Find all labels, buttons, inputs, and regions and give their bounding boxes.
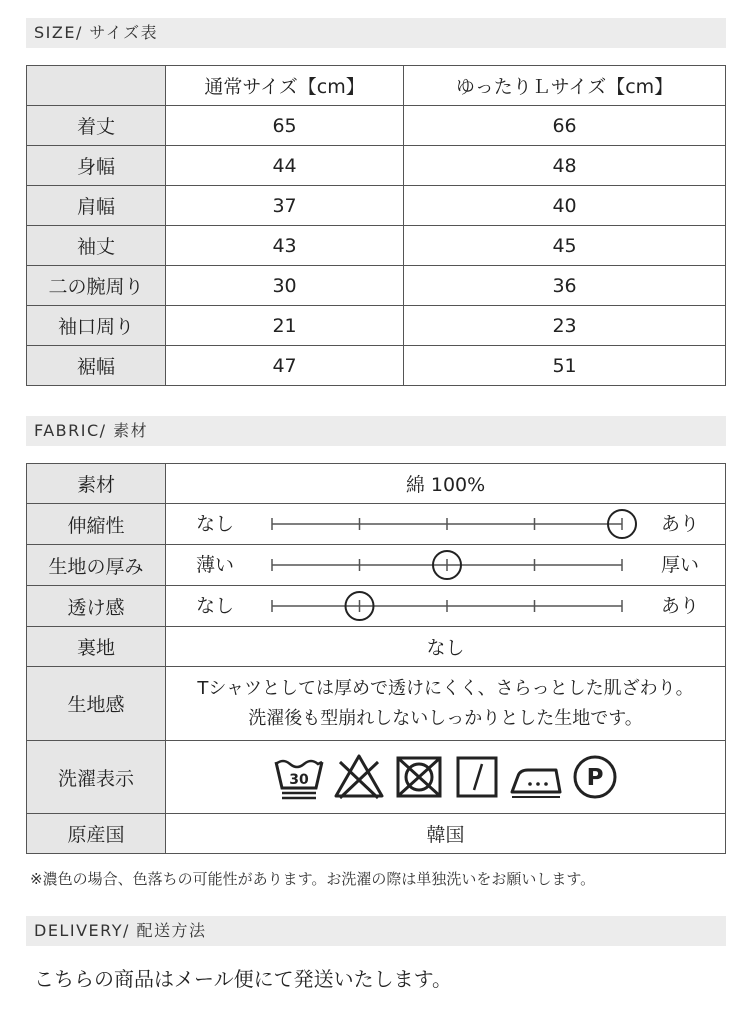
size-row bbox=[27, 226, 726, 266]
size-column-large: ゆったりＬサイズ【cm】 bbox=[404, 66, 726, 106]
size-value-regular: 44 bbox=[166, 146, 404, 186]
fabric-feel-value bbox=[166, 667, 726, 741]
fabric-row-label: 裏地 bbox=[27, 627, 166, 667]
care-icons-cell bbox=[166, 741, 726, 814]
size-value-regular: 21 bbox=[166, 306, 404, 346]
scale-right-label: あり bbox=[660, 595, 699, 617]
size-row bbox=[27, 266, 726, 306]
no-tumble-dry-icon bbox=[392, 752, 446, 802]
scale-cell bbox=[166, 545, 726, 586]
size-value-large: 40 bbox=[404, 186, 726, 226]
wash-30-gentle-icon bbox=[272, 752, 326, 802]
delivery-section-header: DELIVERY/ 配送方法 bbox=[26, 916, 726, 946]
size-value-regular: 37 bbox=[166, 186, 404, 226]
scale-track bbox=[166, 545, 726, 585]
fabric-origin-value: 韓国 bbox=[166, 814, 726, 854]
scale-right-label: 厚い bbox=[660, 554, 699, 576]
size-value-regular: 47 bbox=[166, 346, 404, 386]
size-value-regular: 43 bbox=[166, 226, 404, 266]
scale-track bbox=[166, 504, 726, 544]
dry-clean-p-icon bbox=[570, 752, 620, 802]
size-table-corner bbox=[27, 66, 166, 106]
size-row-label: 肩幅 bbox=[27, 186, 166, 226]
scale-left-label: なし bbox=[196, 595, 235, 617]
care-note: ※濃色の場合、色落ちの可能性があります。お洗濯の際は単独洗いをお願いします。 bbox=[30, 870, 596, 888]
dry-clean-letter: P bbox=[586, 765, 603, 791]
fabric-row-feel bbox=[27, 667, 726, 741]
fabric-row-material bbox=[27, 464, 726, 504]
scale-right-label: あり bbox=[660, 513, 699, 535]
scale-left-label: なし bbox=[196, 513, 235, 535]
fabric-row-label: 伸縮性 bbox=[27, 504, 166, 545]
iron-low-icon bbox=[508, 752, 564, 802]
scale-cell bbox=[166, 504, 726, 545]
size-row bbox=[27, 146, 726, 186]
fabric-material-value: 綿 100% bbox=[166, 464, 726, 504]
scale bbox=[166, 504, 725, 544]
size-value-large: 48 bbox=[404, 146, 726, 186]
size-value-regular: 30 bbox=[166, 266, 404, 306]
scale bbox=[166, 545, 725, 585]
care-icons bbox=[166, 741, 725, 813]
size-value-large: 51 bbox=[404, 346, 726, 386]
scale-left-label: 薄い bbox=[196, 554, 235, 576]
fabric-row-label: 生地の厚み bbox=[27, 545, 166, 586]
fabric-row-care bbox=[27, 741, 726, 814]
size-row bbox=[27, 186, 726, 226]
size-table bbox=[26, 65, 726, 386]
size-row bbox=[27, 346, 726, 386]
size-table-header-row bbox=[27, 66, 726, 106]
fabric-feel-line: Tシャツとしては厚めで透けにくく、さらっとした肌ざわり。 bbox=[197, 677, 694, 699]
fabric-row-label: 素材 bbox=[27, 464, 166, 504]
no-bleach-icon bbox=[332, 752, 386, 802]
size-row-label: 身幅 bbox=[27, 146, 166, 186]
delivery-text: こちらの商品はメール便にて発送いたします。 bbox=[34, 967, 452, 991]
size-value-large: 45 bbox=[404, 226, 726, 266]
size-value-large: 23 bbox=[404, 306, 726, 346]
line-dry-icon bbox=[452, 752, 502, 802]
fabric-section-header: FABRIC/ 素材 bbox=[26, 416, 726, 446]
size-row bbox=[27, 106, 726, 146]
fabric-row-label: 洗濯表示 bbox=[27, 741, 166, 814]
fabric-row-lining bbox=[27, 627, 726, 667]
size-row-label: 袖丈 bbox=[27, 226, 166, 266]
fabric-row-scale bbox=[27, 504, 726, 545]
size-row bbox=[27, 306, 726, 346]
size-row-label: 裾幅 bbox=[27, 346, 166, 386]
size-section-header: SIZE/ サイズ表 bbox=[26, 18, 726, 48]
fabric-row-label: 透け感 bbox=[27, 586, 166, 627]
fabric-row-scale bbox=[27, 586, 726, 627]
size-row-label: 二の腕周り bbox=[27, 266, 166, 306]
wash-temp-label: 30 bbox=[288, 772, 309, 788]
fabric-row-label: 原産国 bbox=[27, 814, 166, 854]
size-column-regular: 通常サイズ【cm】 bbox=[166, 66, 404, 106]
fabric-feel-line: 洗濯後も型崩れしないしっかりとした生地です。 bbox=[248, 707, 643, 729]
fabric-row-label: 生地感 bbox=[27, 667, 166, 741]
scale-track bbox=[166, 586, 726, 626]
size-value-regular: 65 bbox=[166, 106, 404, 146]
size-value-large: 36 bbox=[404, 266, 726, 306]
fabric-table bbox=[26, 463, 726, 854]
fabric-lining-value: なし bbox=[166, 627, 726, 667]
scale bbox=[166, 586, 725, 626]
size-value-large: 66 bbox=[404, 106, 726, 146]
size-row-label: 着丈 bbox=[27, 106, 166, 146]
size-row-label: 袖口周り bbox=[27, 306, 166, 346]
fabric-row-origin bbox=[27, 814, 726, 854]
scale-cell bbox=[166, 586, 726, 627]
fabric-row-scale bbox=[27, 545, 726, 586]
